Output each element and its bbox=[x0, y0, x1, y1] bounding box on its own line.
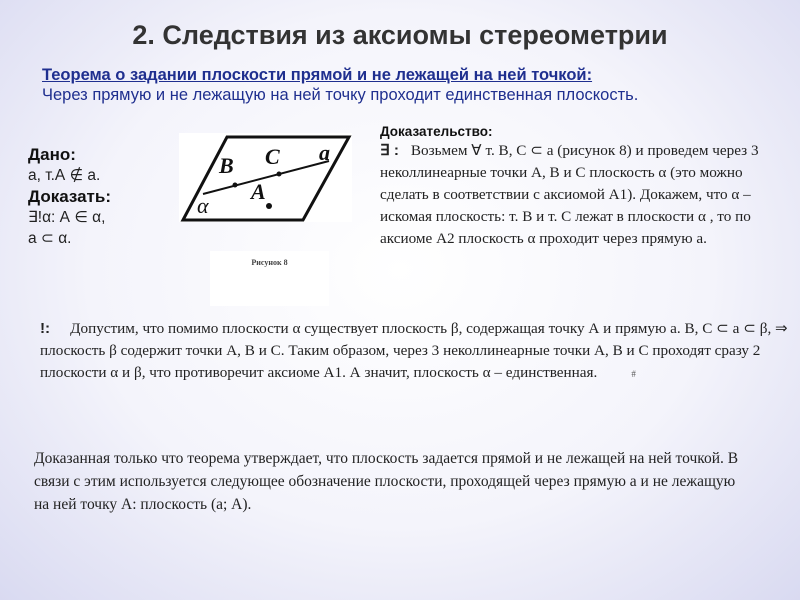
plane-figure bbox=[179, 133, 352, 222]
theorem-heading: Теорема о задании плоскости прямой и не лежащей на ней точкой: bbox=[42, 66, 593, 84]
plane-diagram bbox=[179, 133, 352, 222]
proof-paragraph bbox=[380, 140, 785, 250]
point-B bbox=[233, 183, 238, 188]
given-block bbox=[28, 144, 173, 249]
prove-label: Доказать: bbox=[28, 187, 111, 206]
given-label: Дано: bbox=[28, 145, 76, 164]
label-a: a bbox=[319, 140, 330, 165]
prove-statement-line2: а ⊂ α. bbox=[28, 230, 72, 247]
proof-block bbox=[380, 124, 785, 250]
proof-text: Возьмем ∀ т. В, С ⊂ а (рисунок 8) и проведем через 3 неколлинеарные точки А, В и С плоскость α (это можно сделать в соответствии с аксиомой А1). Докажем, что α – искомая плоскость: т. В и т. С лежат в плоскости α , то по аксиоме А2 плоскость α проходит через прямую а. bbox=[380, 142, 759, 247]
uniqueness-block bbox=[40, 318, 790, 385]
label-A: A bbox=[251, 179, 266, 204]
label-C: C bbox=[265, 144, 280, 169]
proof-heading: Доказательство: bbox=[380, 124, 493, 139]
point-A bbox=[266, 203, 272, 209]
label-alpha: α bbox=[197, 193, 209, 218]
slide-title: 2. Следствия из аксиомы стереометрии bbox=[132, 20, 668, 50]
uniqueness-marker: !: bbox=[40, 320, 51, 337]
proof-existence-marker: ∃ : bbox=[380, 142, 399, 159]
point-C bbox=[277, 172, 282, 177]
figure-caption-box bbox=[210, 251, 329, 306]
figure-caption: Рисунок 8 bbox=[251, 258, 288, 267]
given-statement: а, т.А ∉ а. bbox=[28, 167, 101, 184]
uniqueness-text: Допустим, что помимо плоскости α существует плоскость β, содержащая точку А и прямую а. В, С ⊂ а ⊂ β, ⇒ плоскость β содержит точки А, В и С. Таким образом, через 3 неколлинеарные точки А, В и С проходят сразу 2 плоскости α и β, что противоречит аксиоме А1. А значит, плоскость α – единственная. bbox=[40, 320, 788, 381]
end-of-proof-mark: # bbox=[631, 369, 636, 379]
label-B: B bbox=[219, 153, 234, 178]
conclusion-paragraph: Доказанная только что теорема утверждает, что плоскость задается прямой и не лежащей на ней точкой. В связи с этим используется следующее обозначение плоскости, проходящей через прямую а и не лежащую на ней точку А: плоскость (а; А). bbox=[34, 450, 739, 513]
theorem-statement: Через прямую и не лежащую на ней точку проходит единственная плоскость. bbox=[42, 86, 639, 104]
prove-statement-line1: ∃!α: А ∈ α, bbox=[28, 209, 106, 226]
